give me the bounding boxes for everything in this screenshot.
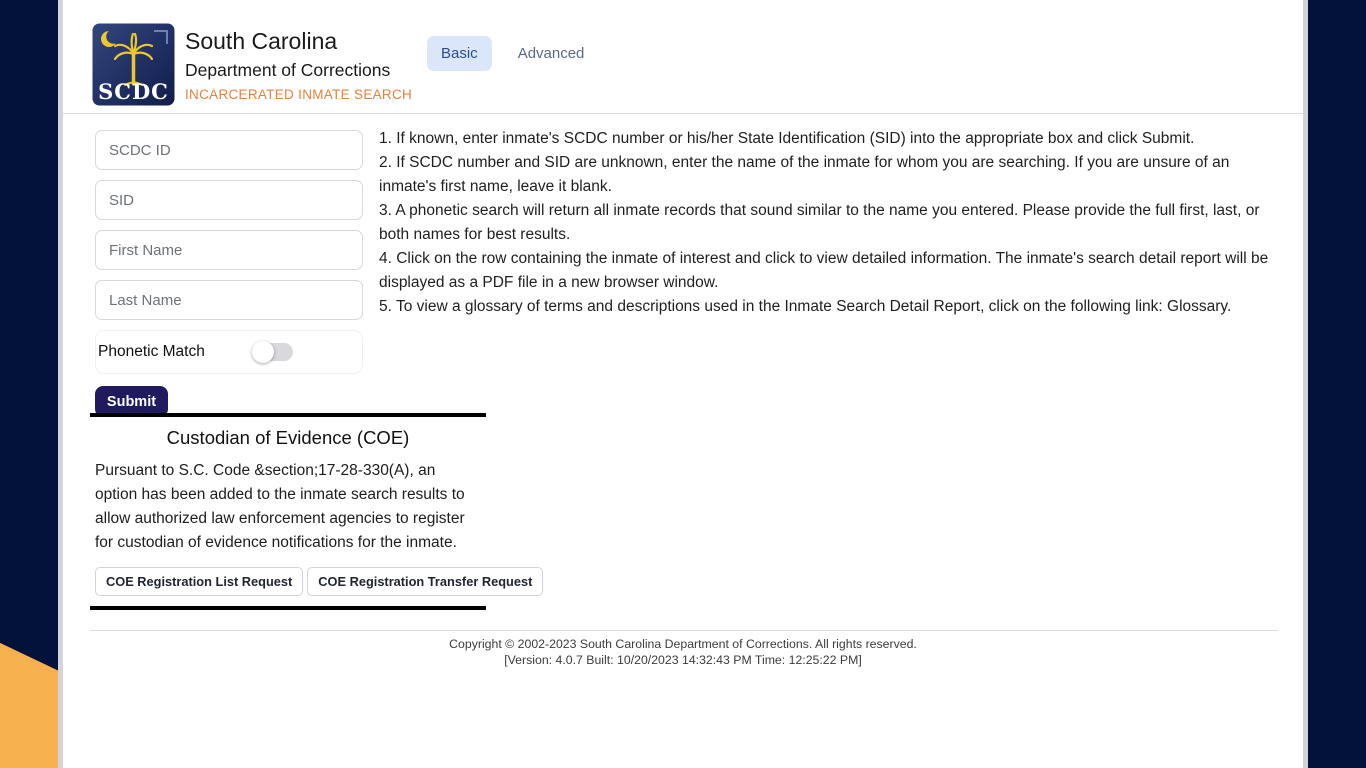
toggle-knob <box>252 341 274 363</box>
instruction-item: 3. A phonetic search will return all inmate records that sound similar to the name you entered. Please provide the full first, last, or both names for best results. <box>379 202 1260 243</box>
coe-registration-transfer-request-button[interactable]: COE Registration Transfer Request <box>307 567 543 596</box>
instruction-item: 5. To view a glossary of terms and descriptions used in the Inmate Search Detail Report, click on the following link: Glossary. <box>379 298 1232 315</box>
scdc-logo <box>92 23 175 106</box>
page-title: South Carolina <box>185 28 338 54</box>
search-mode-tabs <box>427 36 598 71</box>
last-name-input[interactable] <box>95 280 363 320</box>
instruction-item: 1. If known, enter inmate's SCDC number or his/her State Identification (SID) into the appropriate box and click Submit. <box>379 130 1195 147</box>
tab-advanced[interactable]: Advanced <box>517 45 585 62</box>
first-name-input[interactable] <box>95 230 363 270</box>
copyright-text: Copyright © 2002-2023 South Carolina Department of Corrections. All rights reserved. <box>449 637 917 651</box>
coe-description: Pursuant to S.C. Code &section;17-28-330(A), an option has been added to the inmate search results to allow authorized law enforcement agencies to register for custodian of evidence notifications for the inmate. <box>95 462 465 551</box>
page-subtitle: Department of Corrections <box>185 60 391 80</box>
submit-button[interactable]: Submit <box>95 386 168 417</box>
coe-buttons <box>95 567 533 596</box>
instructions <box>379 127 1280 319</box>
phonetic-match-label: Phonetic Match <box>98 343 205 360</box>
coe-panel <box>90 413 533 610</box>
page-tagline: INCARCERATED INMATE SEARCH <box>185 87 413 102</box>
search-form <box>95 130 363 417</box>
instruction-item: 4. Click on the row containing the inmate of interest and click to view detailed information. The inmate's search detail report will be displayed as a PDF file in a new browser window. <box>379 250 1269 291</box>
footer <box>63 636 1303 668</box>
logo-text: SCDC <box>98 79 169 104</box>
right-edge-decoration <box>1308 0 1366 768</box>
coe-title: Custodian of Evidence (COE) <box>166 427 410 448</box>
coe-registration-list-request-button[interactable]: COE Registration List Request <box>95 567 303 596</box>
footer-divider <box>90 630 1278 631</box>
instruction-item: 2. If SCDC number and SID are unknown, enter the name of the inmate for whom you are searching. If you are unsure of an inmate's first name, leave it blank. <box>379 154 1230 195</box>
left-edge-decoration <box>0 0 58 768</box>
scdc-id-input[interactable] <box>95 130 363 170</box>
sid-input[interactable] <box>95 180 363 220</box>
phonetic-match-row <box>95 330 363 374</box>
version-text: [Version: 4.0.7 Built: 10/20/2023 14:32:43 PM Time: 12:25:22 PM] <box>504 653 862 667</box>
phonetic-match-toggle[interactable] <box>253 343 293 361</box>
header-divider <box>63 113 1303 114</box>
orange-wedge-decoration <box>0 0 58 768</box>
main-content <box>63 0 1303 768</box>
tab-basic[interactable]: Basic <box>427 36 492 71</box>
